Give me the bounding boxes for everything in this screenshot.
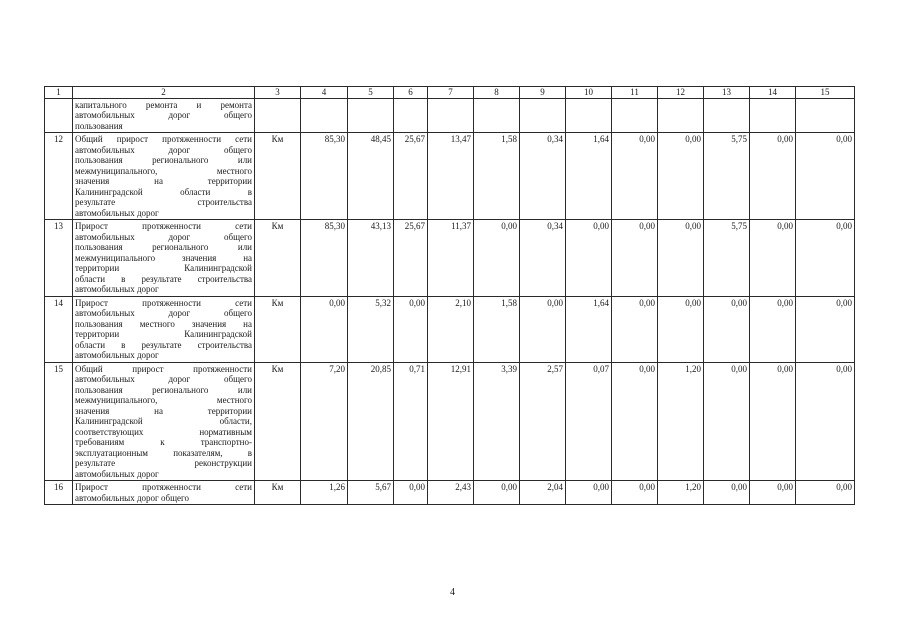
column-number: 10 [566,87,612,99]
table-row [45,133,855,220]
value-cell: 5,75 [704,220,750,297]
value-cell: 0,34 [520,220,566,297]
description-line: пользования регионального или [75,384,252,395]
column-number: 12 [658,87,704,99]
value-cell: 0,00 [612,481,658,505]
value-cell: 1,26 [301,481,348,505]
value-cell: 0,00 [750,296,796,362]
empty-cell [428,98,474,133]
description-line: автомобильных дорог [75,207,159,218]
value-cell: 5,67 [348,481,394,505]
empty-cell [394,98,428,133]
row-number: 13 [45,220,73,297]
description-line: Прирост протяженности сети [75,482,252,492]
description-line: значения на территории [75,405,252,416]
description-line: требованиям к транспортно- [75,437,252,447]
row-number: 12 [45,133,73,220]
unit-cell: Км [255,481,301,505]
description-line: Калининградской области в [75,186,252,197]
value-cell: 0,00 [704,481,750,505]
table-row [45,98,855,133]
value-cell: 43,13 [348,220,394,297]
description-line: автомобильных дорог [75,468,159,479]
value-cell: 20,85 [348,362,394,481]
value-cell: 1,20 [658,481,704,505]
value-cell: 25,67 [394,133,428,220]
empty-cell [796,98,855,133]
description-line: межмуниципального, местного [75,395,252,405]
indicator-description [73,133,255,220]
description-line: Прирост протяженности сети [75,297,252,308]
description-line: автомобильных дорог общего [75,492,189,503]
description-line: территории Калининградской [75,263,252,273]
empty-cell [301,98,348,133]
indicator-description [73,362,255,481]
empty-cell [348,98,394,133]
value-cell: 0,00 [796,362,855,481]
row-number: 15 [45,362,73,481]
row-number: 14 [45,296,73,362]
description-line: Прирост протяженности сети [75,221,252,231]
empty-cell [612,98,658,133]
description-line: области в результате строительства [75,273,252,284]
description-line: межмуниципального, местного [75,165,252,176]
description-line: пользования [75,120,123,131]
indicator-description [73,98,255,133]
empty-cell [704,98,750,133]
value-cell: 0,00 [750,220,796,297]
unit-cell: Км [255,220,301,297]
value-cell: 85,30 [301,133,348,220]
column-number-row [45,87,855,99]
column-number: 2 [73,87,255,99]
column-number: 3 [255,87,301,99]
description-line: области в результате строительства [75,339,252,350]
column-number: 14 [750,87,796,99]
value-cell: 0,00 [394,296,428,362]
column-number: 7 [428,87,474,99]
value-cell: 0,00 [750,481,796,505]
value-cell: 2,57 [520,362,566,481]
value-cell: 0,00 [520,296,566,362]
column-number: 9 [520,87,566,99]
indicator-description [73,296,255,362]
value-cell: 2,43 [428,481,474,505]
description-line: соответствующих нормативным [75,426,252,437]
value-cell: 0,00 [658,296,704,362]
description-line: территории Калининградской [75,329,252,339]
value-cell: 48,45 [348,133,394,220]
value-cell: 0,00 [796,220,855,297]
value-cell: 0,00 [796,133,855,220]
value-cell: 1,64 [566,296,612,362]
column-number: 6 [394,87,428,99]
value-cell: 1,20 [658,362,704,481]
description-line: капитального ремонта и ремонта [75,99,252,110]
description-line: результате реконструкции [75,458,252,468]
indicator-description [73,220,255,297]
value-cell: 0,07 [566,362,612,481]
value-cell: 0,00 [612,133,658,220]
row-number: 16 [45,481,73,505]
description-line: пользования регионального или [75,155,252,165]
table-row [45,481,855,505]
value-cell: 0,00 [796,296,855,362]
value-cell: 0,00 [474,220,520,297]
description-line: значения на территории [75,176,252,186]
value-cell: 0,00 [612,296,658,362]
value-cell: 12,91 [428,362,474,481]
description-line: пользования местного значения на [75,318,252,329]
value-cell: 1,64 [566,133,612,220]
indicator-description [73,481,255,505]
value-cell: 0,00 [704,362,750,481]
description-line: автомобильных дорог [75,284,159,294]
description-line: автомобильных дорог общего [75,308,252,318]
description-line: Калининградской области, [75,416,252,426]
description-line: пользования регионального или [75,242,252,252]
column-number: 8 [474,87,520,99]
page-number: 4 [450,587,455,598]
value-cell: 3,39 [474,362,520,481]
value-cell: 11,37 [428,220,474,297]
row-number [45,98,73,133]
value-cell: 0,00 [750,362,796,481]
empty-cell [520,98,566,133]
empty-cell [750,98,796,133]
value-cell: 0,00 [301,296,348,362]
description-line: межмуниципального значения на [75,252,252,263]
value-cell: 5,32 [348,296,394,362]
value-cell: 0,00 [394,481,428,505]
value-cell: 2,04 [520,481,566,505]
column-number: 13 [704,87,750,99]
value-cell: 0,00 [704,296,750,362]
column-number: 11 [612,87,658,99]
empty-cell [658,98,704,133]
table-body [45,87,855,505]
description-line: автомобильных дорог общего [75,231,252,242]
unit-cell: Км [255,362,301,481]
value-cell: 1,58 [474,133,520,220]
value-cell: 0,00 [612,362,658,481]
table-row [45,296,855,362]
description-line: автомобильных дорог общего [75,110,252,120]
unit-cell: Км [255,133,301,220]
value-cell: 0,00 [474,481,520,505]
value-cell: 13,47 [428,133,474,220]
value-cell: 2,10 [428,296,474,362]
description-line: автомобильных дорог [75,350,159,360]
description-line: Общий прирост протяженности сети [75,134,252,144]
column-number: 1 [45,87,73,99]
value-cell: 7,20 [301,362,348,481]
description-line: эксплуатационным показателям, в [75,447,252,458]
description-line: Общий прирост протяженности [75,363,252,374]
column-number: 5 [348,87,394,99]
description-line: автомобильных дорог общего [75,374,252,384]
value-cell: 0,00 [566,220,612,297]
value-cell: 0,00 [612,220,658,297]
value-cell: 1,58 [474,296,520,362]
value-cell: 0,00 [658,220,704,297]
description-line: автомобильных дорог общего [75,144,252,155]
empty-cell [255,98,301,133]
column-number: 15 [796,87,855,99]
value-cell: 0,71 [394,362,428,481]
table-row [45,362,855,481]
value-cell: 85,30 [301,220,348,297]
column-number: 4 [301,87,348,99]
unit-cell: Км [255,296,301,362]
empty-cell [566,98,612,133]
data-table [44,86,855,505]
value-cell: 0,00 [566,481,612,505]
value-cell: 0,00 [658,133,704,220]
empty-cell [474,98,520,133]
value-cell: 5,75 [704,133,750,220]
description-line: результате строительства [75,197,252,207]
value-cell: 0,00 [750,133,796,220]
table-row [45,220,855,297]
value-cell: 25,67 [394,220,428,297]
value-cell: 0,34 [520,133,566,220]
value-cell: 0,00 [796,481,855,505]
